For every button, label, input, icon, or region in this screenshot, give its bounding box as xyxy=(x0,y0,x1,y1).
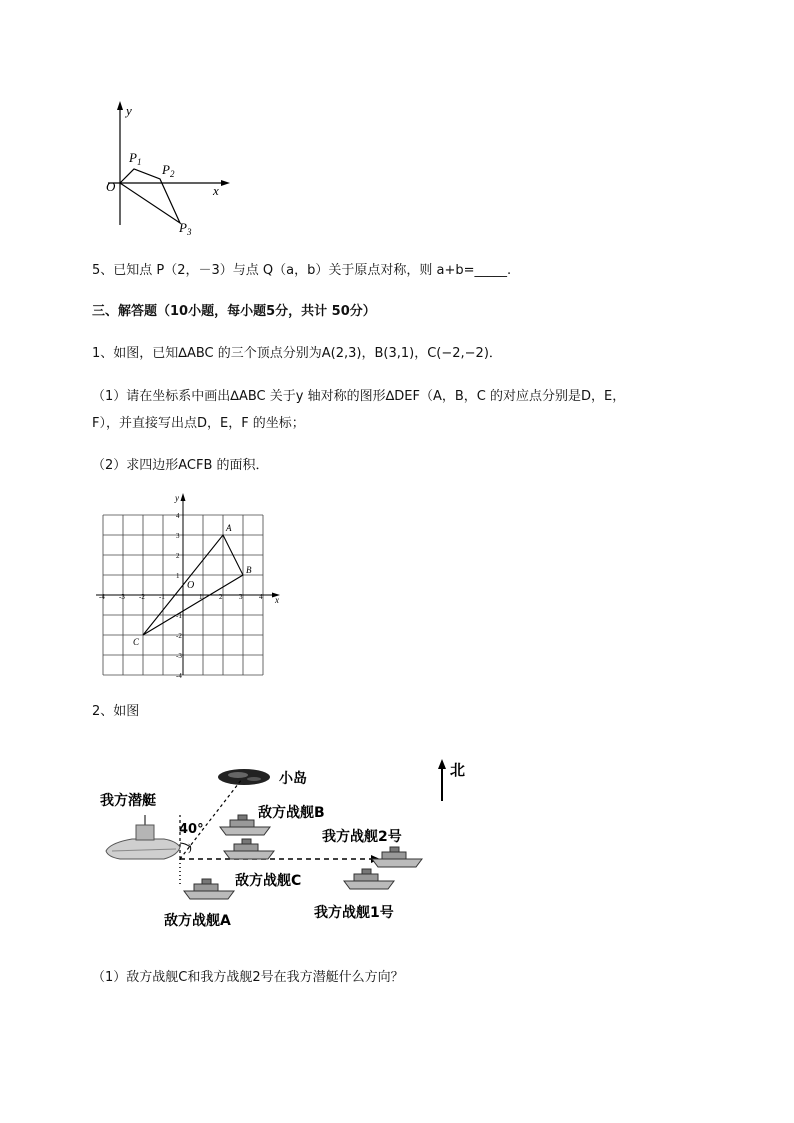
grid-y-tick-label: -3 xyxy=(176,652,182,660)
section-heading: 三、解答题（10小题，每小题5分，共计 50分） xyxy=(92,304,376,319)
our-ship-1-label: 我方战舰1号 xyxy=(314,905,394,921)
our-submarine-label: 我方潜艇 xyxy=(100,793,156,809)
grid-x-tick-label: -4 xyxy=(99,593,105,601)
question-5: 5、已知点 P（2，－3）与点 Q（a，b）关于原点对称，则 a+b=_____. xyxy=(92,263,512,278)
problem-1-stem: 1、如图，已知∆ABC 的三个顶点分别为A(2,3)，B(3,1)，C(−2,−2)． xyxy=(92,346,502,361)
fig1-y-label: y xyxy=(126,103,132,118)
grid-y-tick-label: 1 xyxy=(176,572,180,580)
our-ship-2-icon xyxy=(372,847,422,867)
grid-y-tick-label: -2 xyxy=(176,632,182,640)
angle-label: 40° xyxy=(179,822,204,837)
grid-y-tick-label: 2 xyxy=(176,552,180,560)
grid-point-c-label: C xyxy=(133,637,140,647)
grid-origin-label: O xyxy=(187,580,195,591)
island-label: 小岛 xyxy=(279,771,307,787)
north-label: 北 xyxy=(450,761,466,779)
grid-y-label: y xyxy=(175,493,179,503)
grid-x-tick-label: 3 xyxy=(239,593,243,601)
grid-x-tick-label: 2 xyxy=(219,593,223,601)
enemy-ship-b-label: 敌方战舰B xyxy=(258,805,325,821)
angle-arc-mark: ) xyxy=(188,842,192,854)
enemy-ship-c-label: 敌方战舰C xyxy=(235,873,302,889)
our-ship-1-icon xyxy=(344,869,394,889)
grid-y-tick-label: -1 xyxy=(176,612,182,620)
figure-p-points xyxy=(100,95,240,245)
enemy-ship-c-icon xyxy=(224,839,274,859)
fig1-x-label: x xyxy=(213,183,219,198)
enemy-ship-a-icon xyxy=(184,879,234,899)
our-ship-2-label: 我方战舰2号 xyxy=(322,829,402,845)
problem-2-part1: （1）敌方战舰C和我方战舰2号在我方潜艇什么方向？ xyxy=(92,970,404,985)
grid-x-tick-label: 4 xyxy=(259,593,263,601)
grid-x-tick-label: 1 xyxy=(199,593,203,601)
grid-x-label: x xyxy=(275,595,279,605)
problem-2-stem: 2、如图 xyxy=(92,704,140,719)
coordinate-grid xyxy=(92,490,292,680)
problem-1-part2: （2）求四边形ACFB 的面积． xyxy=(92,458,269,473)
fig1-point-p2: $P_2$ xyxy=(162,162,175,179)
fig1-point-p1: $P_1$ xyxy=(129,150,142,167)
grid-point-b-label: B xyxy=(246,565,252,575)
fig1-origin-label: O xyxy=(106,179,116,194)
problem-1-part1-line2: F），并直接写出点D，E，F 的坐标； xyxy=(92,416,305,431)
fig1-point-p3: $P_3$ xyxy=(179,220,192,237)
island-icon xyxy=(218,769,270,785)
grid-x-tick-label: -1 xyxy=(159,593,165,601)
grid-point-a-label: A xyxy=(226,523,232,533)
grid-y-tick-label: -4 xyxy=(176,672,182,680)
problem-1-part1-line1: （1）请在坐标系中画出∆ABC 关于y 轴对称的图形∆DEF（A，B，C 的对应点分别是D，E， xyxy=(92,389,626,404)
submarine-icon xyxy=(106,815,180,859)
grid-x-tick-label: -2 xyxy=(139,593,145,601)
enemy-ship-a-label: 敌方战舰A xyxy=(164,913,231,929)
grid-y-tick-label: 4 xyxy=(176,512,180,520)
naval-figure xyxy=(92,755,482,935)
grid-x-tick-label: -3 xyxy=(119,593,125,601)
grid-y-tick-label: 3 xyxy=(176,532,180,540)
